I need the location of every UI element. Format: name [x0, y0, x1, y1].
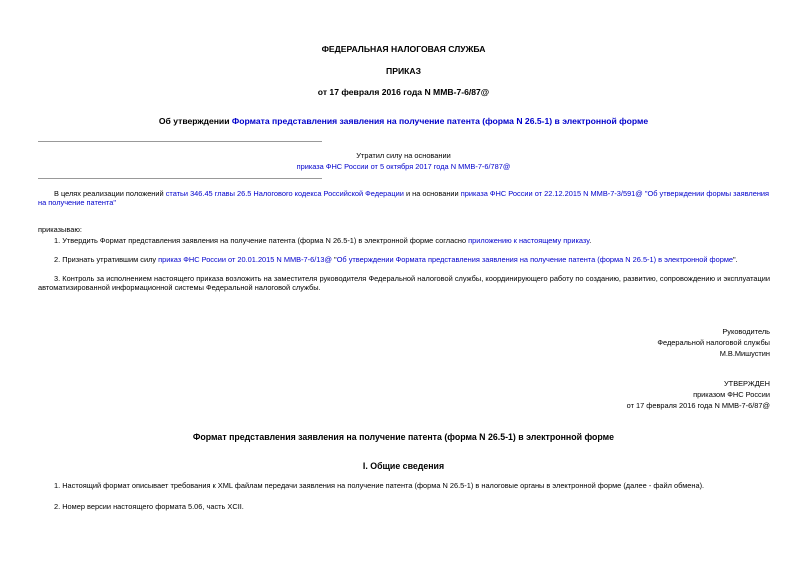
- signature-org: Федеральной налоговой службы: [657, 338, 770, 347]
- doc-type: ПРИКАЗ: [386, 66, 421, 76]
- preamble-text-2: и на основании: [403, 189, 461, 198]
- order-13-title-link[interactable]: Об утверждении Формата представления заявления на получение патента (форма N 26.5-1) в электронной форме: [336, 255, 734, 264]
- item-1-text: 1. Утвердить Формат представления заявления на получение патента (форма N 26.5-1) в электронной форме согласно: [54, 236, 469, 245]
- item-2-end: ".: [733, 255, 738, 264]
- signature-title: Руководитель: [722, 327, 770, 336]
- approval-date: от 17 февраля 2016 года N ММВ-7-6/87@: [626, 401, 770, 410]
- item-3: 3. Контроль за исполнением настоящего приказа возложить на заместителя руководителя Федеральной налоговой службы, координирующего работу по созданию, развитию, сопровождению и эксплуатации автоматизированной информационной системы Федеральной налоговой службы.: [38, 274, 770, 293]
- order-591-link[interactable]: приказа ФНС России от 22.12.2015 N ММВ-7-3/591@ "Об утверждении формы заявления на получение патента": [38, 189, 770, 208]
- doc-title-link[interactable]: Формата представления заявления на получение патента (форма N 26.5-1) в электронной форме: [231, 116, 649, 126]
- approval-title: УТВЕРЖДЕН: [723, 379, 770, 388]
- appendix-title: Формат представления заявления на получение патента (форма N 26.5-1) в электронной форме: [192, 432, 615, 442]
- doc-title: [0, 116, 807, 127]
- item-1-end: .: [589, 236, 592, 245]
- tax-code-link[interactable]: статьи 346.45 главы 26.5 Налогового кодекса Российской Федерации: [165, 189, 404, 198]
- signature-name: М.В.Мишустин: [719, 349, 770, 358]
- order-word: приказываю:: [38, 225, 82, 234]
- repeal-note-line: Утратил силу на основании: [356, 151, 451, 160]
- doc-date-number: от 17 февраля 2016 года N ММВ-7-6/87@: [317, 87, 490, 97]
- item-1: [54, 236, 770, 245]
- appendix-paragraph-2: 2. Номер версии настоящего формата 5.06, часть XCII.: [54, 502, 244, 511]
- repeal-note-link[interactable]: приказа ФНС России от 5 октября 2017 года N ММВ-7-6/787@: [296, 162, 511, 171]
- order-13-link[interactable]: приказ ФНС России от 20.01.2015 N ММВ-7-6/13@: [158, 255, 332, 264]
- divider-top: [38, 141, 322, 142]
- item-2-text: 2. Признать утратившим силу: [54, 255, 159, 264]
- item-2-mid: ": [332, 255, 337, 264]
- preamble-text: В целях реализации положений: [54, 189, 166, 198]
- divider-bottom: [38, 178, 322, 179]
- item-2: [54, 255, 770, 264]
- doc-title-prefix: Об утверждении: [158, 116, 232, 126]
- repeal-note-link-line: [0, 162, 807, 171]
- preamble-paragraph: [38, 189, 770, 208]
- section-heading: I. Общие сведения: [362, 461, 445, 471]
- agency-name: ФЕДЕРАЛЬНАЯ НАЛОГОВАЯ СЛУЖБА: [321, 44, 486, 54]
- approval-by: приказом ФНС России: [693, 390, 770, 399]
- appendix-link[interactable]: приложению к настоящему приказу: [468, 236, 590, 245]
- appendix-paragraph-1: 1. Настоящий формат описывает требования к XML файлам передачи заявления на получение патента (форма N 26.5-1) в налоговые органы в электронной форме (далее - файл обмена).: [54, 481, 705, 490]
